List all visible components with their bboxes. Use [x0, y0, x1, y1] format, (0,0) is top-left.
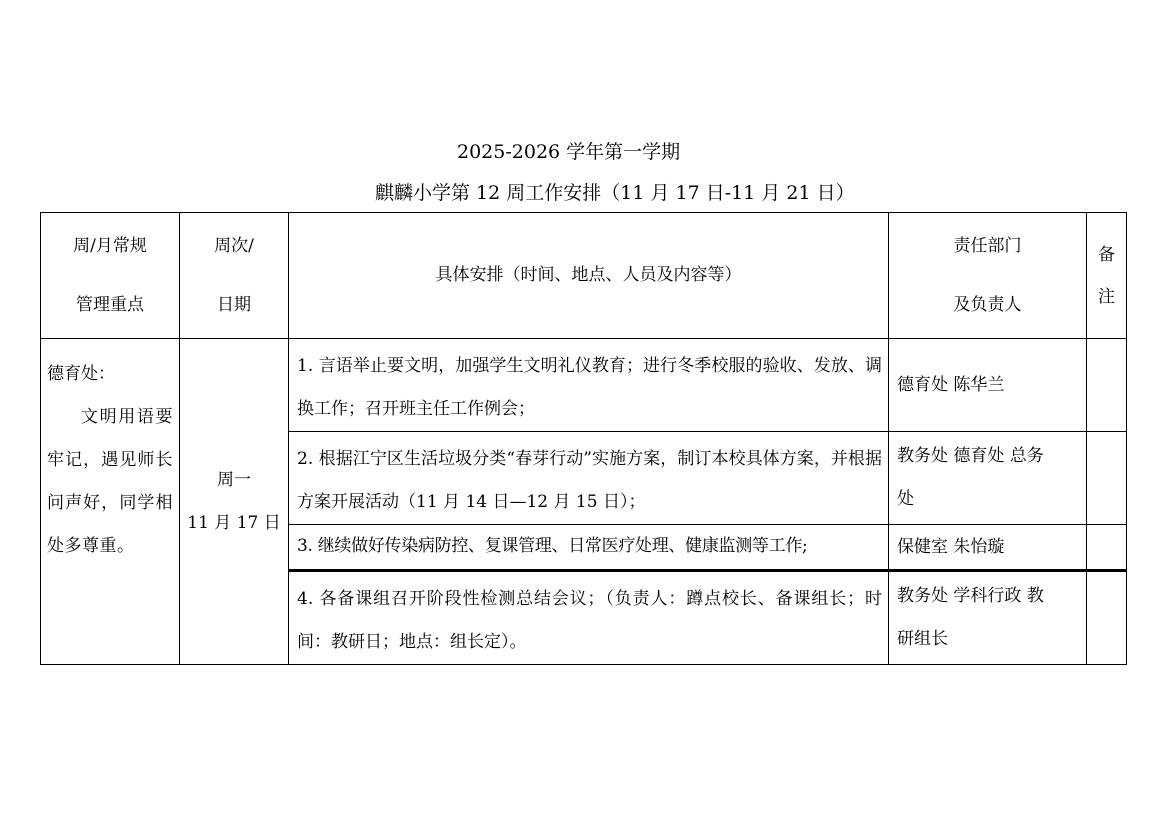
week-day: 周一	[217, 469, 251, 490]
row-content: 2. 根据江宁区生活垃圾分类“春芽行动”实施方案，制订本校具体方案，并根据方案开展活动（11 月 14 日—12 月 15 日）；	[289, 432, 889, 525]
focus-cell	[41, 339, 180, 665]
header-content-label: 具体安排（时间、地点、人员及内容等）	[435, 265, 742, 285]
header-week-line-2: 日期	[217, 294, 251, 315]
row-note	[1087, 525, 1127, 571]
document-subtitle: 麒麟小学第 12 周工作安排（11 月 17 日-11 月 21 日）	[375, 182, 855, 204]
document-title: 2025-2026 学年第一学期	[457, 141, 681, 163]
header-note-line-1: 备	[1098, 244, 1115, 265]
table-row	[41, 339, 1127, 432]
row-owner	[889, 432, 1087, 525]
focus-dept-title: 德育处：	[47, 364, 115, 384]
row-content: 3. 继续做好传染病防控、复课管理、日常医疗处理、健康监测等工作;	[289, 525, 889, 571]
header-owner-line-2: 及负责人	[953, 294, 1022, 315]
row-note	[1087, 432, 1127, 525]
header-week	[180, 213, 289, 339]
row-owner-text: 教务处 学科行政 教研组长	[897, 586, 1044, 649]
row-owner: 德育处 陈华兰	[889, 339, 1087, 432]
header-focus-line-2: 管理重点	[76, 294, 144, 315]
table-header-row	[41, 213, 1127, 339]
row-owner: 保健室 朱怡璇	[889, 525, 1087, 571]
header-focus-line-1: 周/月常规	[73, 235, 147, 256]
row-note	[1087, 339, 1127, 432]
row-owner	[889, 571, 1087, 665]
row-content: 4. 各备课组召开阶段性检测总结会议；（负责人：蹲点校长、备课组长；时间：教研日；地点：组长定）。	[289, 571, 889, 665]
header-focus	[41, 213, 180, 339]
row-owner-text: 教务处 德育处 总务处	[897, 446, 1044, 509]
header-note	[1087, 213, 1127, 339]
schedule-table	[40, 212, 1127, 665]
header-owner-line-1: 责任部门	[953, 235, 1022, 256]
header-content	[289, 213, 889, 339]
row-note	[1087, 571, 1127, 665]
header-owner	[889, 213, 1087, 339]
focus-dept-body: 文明用语要牢记，遇见师长问声好，同学相处多尊重。	[47, 407, 173, 556]
week-date: 11 月 17 日	[187, 512, 281, 533]
header-note-line-2: 注	[1098, 286, 1115, 307]
header-week-line-1: 周次/	[214, 235, 254, 256]
week-cell	[180, 339, 289, 665]
row-content: 1. 言语举止要文明，加强学生文明礼仪教育；进行冬季校服的验收、发放、调换工作；召开班主任工作例会；	[289, 339, 889, 432]
